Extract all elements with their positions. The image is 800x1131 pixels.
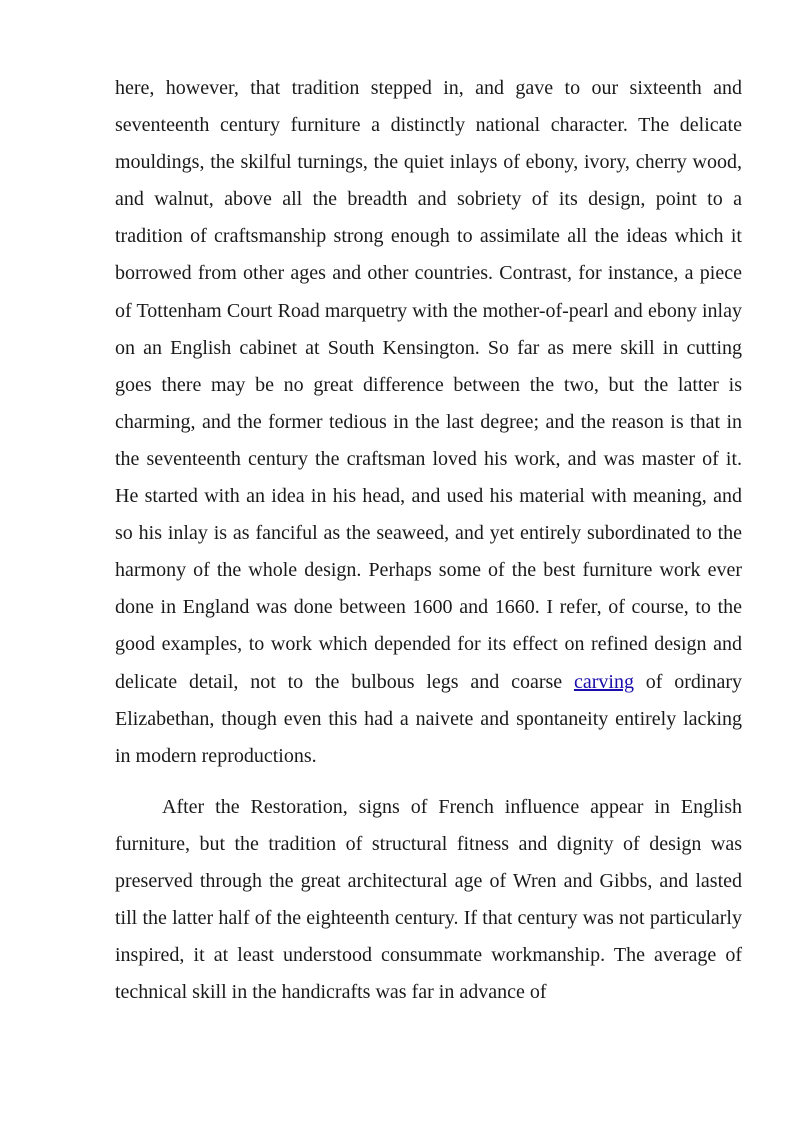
document-page: [115, 70, 742, 1011]
paragraph-2: After the Restoration, signs of French influence appear in English furniture, but the tradition of structural fitness and dignity of design was preserved through the great architectural age of Wren and Gibbs, and lasted till the latter half of the eighteenth century. If that century was not particularly inspired, it at least understood consummate workmanship. The average of technical skill in the handicrafts was far in advance of: [115, 795, 742, 1004]
carving-link[interactable]: carving: [573, 670, 634, 693]
paragraph-1: [115, 70, 742, 775]
paragraph-1-text-after-link: of ordinary Elizabethan, though even this had a naivete and spontaneity entirely lacking in modern reproductions.: [115, 670, 742, 767]
paragraph-1-text-before-link: here, however, that tradition stepped in, and gave to our sixteenth and seventeenth century furniture a distinctly national character. The delicate mouldings, the skilful turnings, the quiet inlays of ebony, ivory, cherry wood, and walnut, above all the breadth and sobriety of its design, point to a tradition of craftsmanship strong enough to assimilate all the ideas which it borrowed from other ages and other countries. Contrast, for instance, a piece of Tottenham Court Road marquetry with the mother-of-pearl and ebony inlay on an English cabinet at South Kensington. So far as mere skill in cutting goes there may be no great difference between the two, but the latter is charming, and the former tedious in the last degree; and the reason is that in the seventeenth century the craftsman loved his work, and was master of it. He started with an idea in his head, and used his material with meaning, and so his inlay is as fanciful as the seaweed, and yet entirely subordinated to the harmony of the whole design. Perhaps some of the best furniture work ever done in England was done between 1600 and 1660. I refer, of course, to the good examples, to work which depended for its effect on refined design and delicate detail, not to the bulbous legs and coarse: [115, 77, 742, 693]
